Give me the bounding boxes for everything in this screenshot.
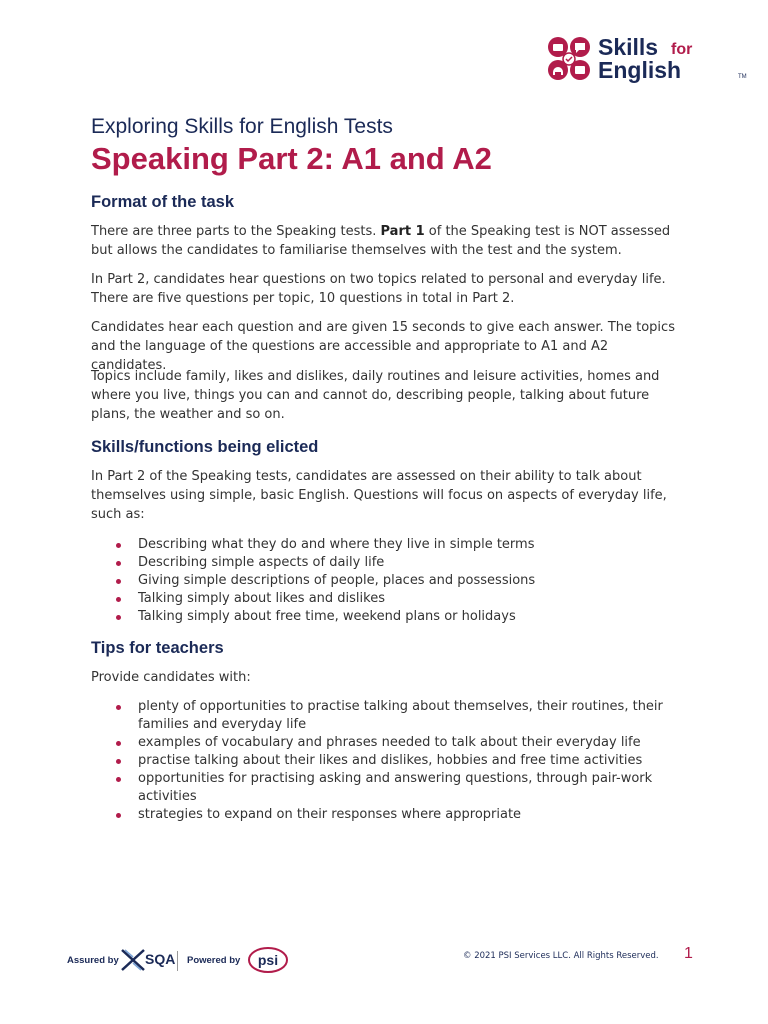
- format-heading: Format of the task: [91, 193, 235, 211]
- tips-list: [91, 698, 681, 824]
- psi-logo: [247, 945, 289, 975]
- format-p1-bold: Part 1: [380, 224, 425, 239]
- list-item: [91, 590, 681, 608]
- skills-for-english-logo: [547, 34, 747, 86]
- footer-branding: [67, 943, 297, 977]
- psi-swoosh-icon: [247, 945, 289, 975]
- format-paragraph-3: Candidates hear each question and are given 15 seconds to give each answer. The topics and the language of the questions are accessible and appropriate to A1 and A2 candidates.: [91, 320, 675, 373]
- list-item-text: strategies to expand on their responses where appropriate: [138, 807, 522, 822]
- format-paragraph-2: In Part 2, candidates hear questions on two topics related to personal and everyday life. There are five questions per topic, 10 questions in total in Part 2.: [91, 272, 666, 306]
- list-item-text: examples of vocabulary and phrases needed to talk about their everyday life: [138, 735, 641, 750]
- logo-english-text: English: [598, 57, 682, 83]
- page-number: 1: [684, 945, 693, 962]
- logo-icons: [547, 36, 593, 82]
- psi-text: psi: [257, 952, 279, 968]
- list-item-text: Giving simple descriptions of people, places and possessions: [138, 573, 536, 588]
- copyright-notice: © 2021 PSI Services LLC. All Rights Reserved.: [463, 951, 659, 961]
- bullet-icon: [116, 597, 121, 602]
- list-item: [91, 536, 681, 554]
- sqa-cross-icon: [119, 947, 147, 973]
- format-paragraph-4: Topics include family, likes and dislikes, daily routines and leisure activities, homes and where you live, things you can and cannot do, describing people, talking about future plans, the weather and so on.: [91, 369, 660, 422]
- bullet-icon: [116, 579, 121, 584]
- list-item: [91, 752, 681, 770]
- list-item: [91, 572, 681, 590]
- list-item: [91, 734, 681, 752]
- skills-heading: Skills/functions being elicted: [91, 438, 319, 456]
- list-item-text: Talking simply about likes and dislikes: [138, 591, 385, 606]
- logo-skills-text: Skills: [598, 34, 659, 60]
- document-title: Speaking Part 2: A1 and A2: [91, 141, 492, 176]
- format-p1-before: There are three parts to the Speaking tests.: [91, 224, 381, 239]
- list-item-text: plenty of opportunities to practise talking about themselves, their routines, their families and everyday life: [138, 699, 663, 732]
- list-item: [91, 770, 681, 806]
- list-item: [91, 698, 681, 734]
- assured-by-label: Assured by: [67, 955, 119, 966]
- logo-for-text: for: [671, 41, 693, 58]
- skills-intro: In Part 2 of the Speaking tests, candidates are assessed on their ability to talk about themselves using simple, basic English. Questions will focus on aspects of everyday life, such as:: [91, 469, 667, 522]
- bullet-icon: [116, 813, 121, 818]
- logo-tm-text: TM: [738, 74, 747, 80]
- list-item: [91, 806, 681, 824]
- bullet-icon: [116, 615, 121, 620]
- sqa-logo-text: SQA: [145, 951, 176, 967]
- list-item-text: Talking simply about free time, weekend plans or holidays: [138, 609, 516, 624]
- skills-list: [91, 536, 681, 626]
- bullet-icon: [116, 741, 121, 746]
- bullet-icon: [116, 543, 121, 548]
- list-item-text: Describing what they do and where they live in simple terms: [138, 537, 535, 552]
- list-item-text: Describing simple aspects of daily life: [138, 555, 385, 570]
- bullet-icon: [116, 561, 121, 566]
- bullet-icon: [116, 705, 121, 710]
- list-item: [91, 554, 681, 572]
- bullet-icon: [116, 759, 121, 764]
- format-p1-after: of the Speaking test is NOT assessed but allows the candidates to familiarise themselves with the test and the system.: [91, 224, 671, 258]
- bullet-icon: [116, 777, 121, 782]
- powered-by-label: Powered by: [187, 955, 241, 966]
- tips-intro: Provide candidates with:: [91, 670, 251, 685]
- tips-heading: Tips for teachers: [91, 639, 224, 657]
- footer-divider: [177, 951, 178, 971]
- list-item-text: opportunities for practising asking and answering questions, through pair-work activities: [138, 771, 653, 804]
- list-item-text: practise talking about their likes and dislikes, hobbies and free time activities: [138, 753, 643, 768]
- format-paragraph-1: [91, 222, 681, 260]
- document-subtitle: Exploring Skills for English Tests: [91, 115, 393, 138]
- list-item: [91, 608, 681, 626]
